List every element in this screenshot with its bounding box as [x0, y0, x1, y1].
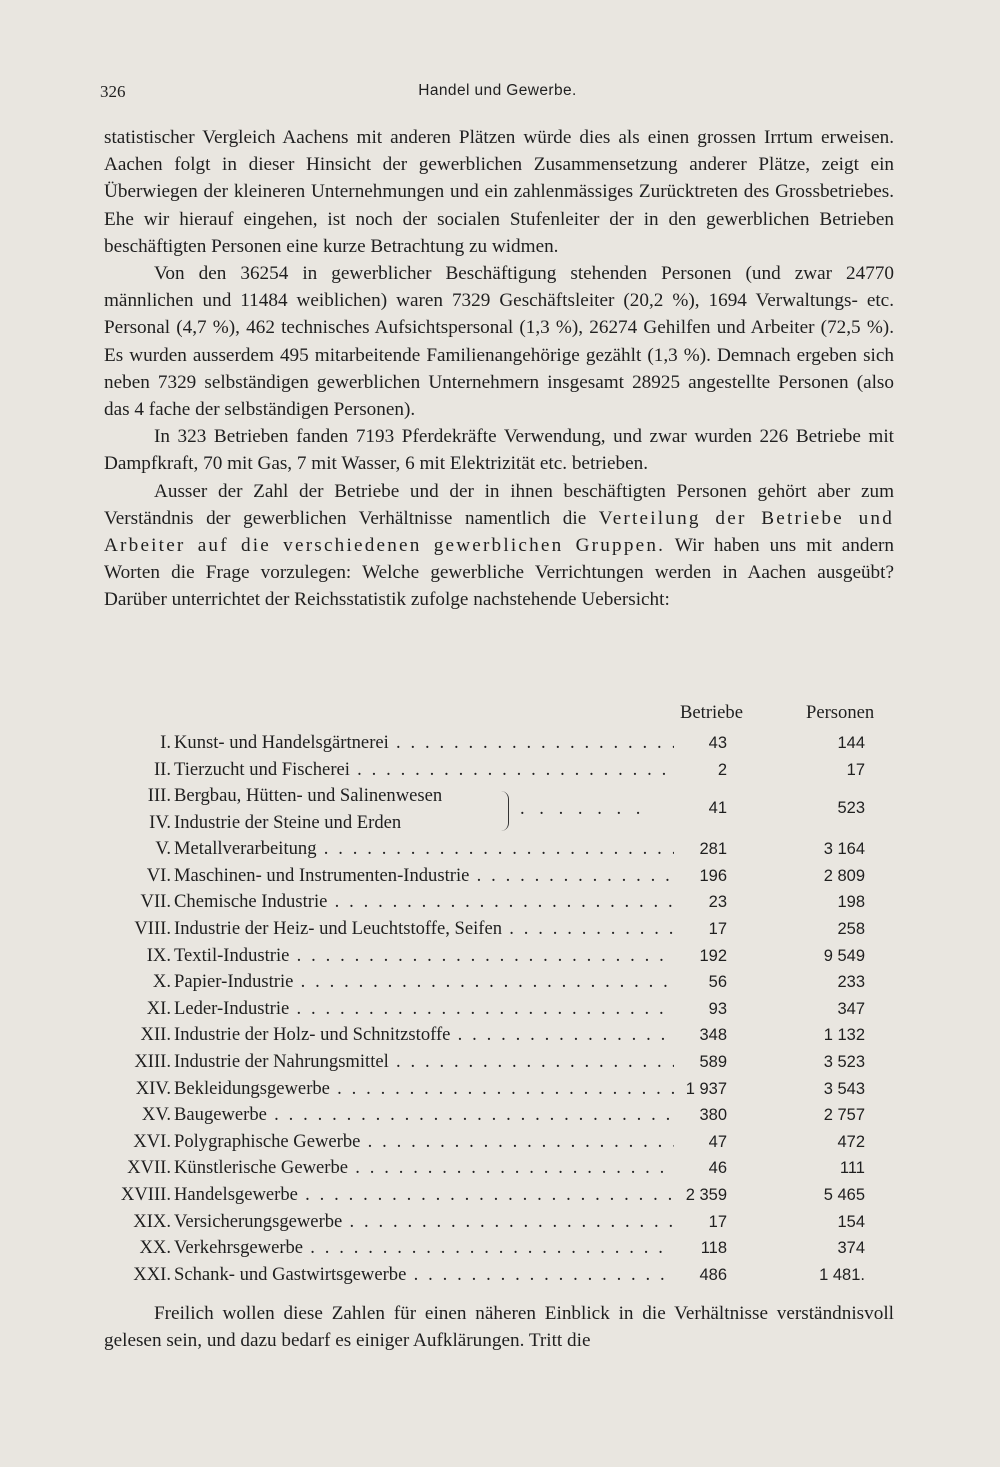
table-row	[100, 998, 895, 1025]
cell-personen: 3 164	[823, 840, 865, 859]
row-label: Leder-Industrie . . .	[174, 998, 674, 1020]
paragraph: statistischer Vergleich Aachens mit anderen Plätzen würde dies als einen grossen Irrtum erweisen. Aachen folgt in dieser Hinsicht der gewerblichen Zusammensetzung anderer Plätze, zeigt ein Überwiegen der kleineren Unternehmungen und ein zahlenmässiges Zurücktreten des Grossbetriebes. Ehe wir hierauf eingehen, ist noch der socialen Stufenleiter der in den gewerblichen Betrieben beschäftigten Personen eine kurze Betrachtung zu widmen.	[104, 127, 894, 257]
row-number: VII.	[140, 891, 171, 913]
cell-personen: 523	[837, 799, 865, 818]
cell-personen: 258	[837, 919, 865, 938]
column-header-betriebe: Betriebe	[680, 702, 743, 723]
cell-betriebe: 47	[708, 1132, 727, 1151]
row-number: XXI.	[133, 1263, 171, 1285]
row-label: Baugewerbe . . .	[174, 1104, 674, 1126]
row-label: Polygraphische Gewerbe . . .	[174, 1131, 674, 1153]
row-label: Industrie der Steine und Erden	[174, 811, 402, 833]
statistics-table	[100, 702, 895, 1290]
table-row	[100, 1078, 895, 1105]
row-label: Papier-Industrie . . .	[174, 971, 674, 993]
table-row	[100, 1237, 895, 1264]
row-label: Bekleidungsgewerbe . . .	[174, 1078, 674, 1100]
cell-betriebe: 46	[708, 1159, 727, 1178]
table-row	[100, 759, 895, 786]
row-label: Industrie der Heiz- und Leuchtstoffe, Seifen . . .	[174, 918, 674, 940]
cell-personen: 144	[837, 734, 865, 752]
cell-betriebe: 281	[699, 840, 727, 859]
cell-personen: 1 481.	[819, 1265, 865, 1284]
cell-personen: 2 757	[823, 1106, 865, 1125]
page-number: 326	[100, 82, 126, 101]
table-row	[100, 865, 895, 892]
table-row	[100, 1184, 895, 1211]
cell-personen: 2 809	[823, 866, 865, 885]
table-row	[100, 1211, 895, 1238]
row-number: X.	[152, 971, 171, 993]
cell-betriebe: 17	[708, 1212, 727, 1231]
row-number: XIV.	[135, 1077, 171, 1099]
row-label: Künstlerische Gewerbe . . .	[174, 1157, 674, 1179]
cell-betriebe: 2	[717, 760, 727, 779]
row-label: Textil-Industrie . . .	[174, 945, 674, 967]
cell-betriebe: 23	[708, 893, 727, 912]
cell-personen: 374	[837, 1239, 865, 1258]
cell-personen: 5 465	[823, 1185, 865, 1204]
table-row	[100, 971, 895, 998]
row-label: Maschinen- und Instrumenten-Industrie . . .	[174, 865, 674, 887]
cell-personen: 347	[837, 999, 865, 1018]
cell-betriebe: 17	[708, 919, 727, 938]
row-number: XVI.	[133, 1130, 171, 1152]
cell-betriebe: 93	[708, 999, 727, 1018]
row-number: XVIII.	[120, 1183, 171, 1205]
row-label: Handelsgewerbe . . .	[174, 1184, 674, 1206]
body-text	[104, 124, 894, 614]
cell-personen: 233	[837, 973, 865, 992]
brace	[498, 791, 509, 831]
table-header	[100, 702, 895, 732]
table-row	[100, 838, 895, 865]
paragraph: Freilich wollen diese Zahlen für einen näheren Einblick in die Verhältnisse verständnisvoll gelesen sein, und dazu bedarf es einiger Aufklärungen. Tritt die	[104, 1303, 894, 1352]
row-label: Industrie der Holz- und Schnitzstoffe . . .	[174, 1024, 674, 1046]
cell-betriebe: 380	[699, 1106, 727, 1125]
paragraph: Von den 36254 in gewerblicher Beschäftigung stehenden Personen (und zwar 24770 männlichen und 11484 weiblichen) waren 7329 Geschäftsleiter (20,2 %), 1694 Verwaltungs- etc. Personal (4,7 %), 462 technisches Aufsichtspersonal (1,3 %), 26274 Gehilfen und Arbeiter (72,5 %). Es wurden ausserdem 495 mitarbeitende Familienangehörige gezählt (1,3 %). Demnach ergeben sich neben 7329 selbständigen gewerblichen Unternehmern insgesamt 28925 angestellte Personen (also das 4 fache der selbständigen Personen).	[104, 263, 894, 421]
row-number: XX.	[139, 1237, 171, 1259]
emphasized-text: Verteilung der Betriebe und Arbeiter auf die verschiedenen gewerblichen Gruppen.	[104, 507, 894, 557]
cell-personen: 1 132	[823, 1026, 865, 1045]
running-title: Handel und Gewerbe.	[418, 82, 577, 99]
table-row	[100, 1264, 895, 1291]
cell-betriebe: 2 359	[685, 1185, 727, 1204]
cell-personen: 3 523	[823, 1052, 865, 1071]
cell-personen: 154	[837, 1212, 865, 1231]
page-header	[100, 82, 895, 112]
closing-text	[104, 1300, 894, 1355]
table-row	[100, 1024, 895, 1051]
paragraph	[104, 478, 894, 614]
paragraph-text: Wir haben uns mit andern Worten die Frage vorzulegen: Welche gewerbliche Verrichtungen werden in Aachen ausgeübt? Darüber unterrichtet der Reichsstatistik zufolge nachstehende Uebersicht:	[104, 535, 894, 611]
cell-personen: 111	[839, 1159, 865, 1178]
row-number: VIII.	[134, 917, 171, 939]
row-number: II.	[153, 758, 171, 780]
cell-personen: 3 543	[823, 1079, 865, 1098]
paragraph-text: Ausser der Zahl der Betriebe und der in ihnen beschäftigten Personen gehört aber zum Verständnis der gewerblichen Verhältnisse namentlich die	[104, 480, 894, 529]
row-number: XIX.	[133, 1210, 171, 1232]
table-row	[100, 1051, 895, 1078]
row-label: Bergbau, Hütten- und Salinenwesen	[174, 785, 443, 807]
table-row	[100, 732, 895, 759]
row-number: XV.	[141, 1104, 171, 1126]
row-number: IX.	[146, 944, 171, 966]
row-number: I.	[160, 732, 171, 753]
cell-betriebe: 41	[708, 799, 727, 818]
row-number: IV.	[149, 811, 171, 833]
row-label: Versicherungsgewerbe . . .	[174, 1211, 674, 1233]
table-row-merged	[100, 785, 895, 838]
table-row	[100, 945, 895, 972]
cell-personen: 472	[837, 1132, 865, 1151]
row-label: Schank- und Gastwirtsgewerbe . . .	[174, 1264, 674, 1286]
row-label: Tierzucht und Fischerei . . .	[174, 759, 674, 781]
cell-betriebe: 118	[700, 1239, 727, 1258]
table-row	[100, 918, 895, 945]
cell-betriebe: 43	[708, 734, 727, 752]
leader-dots: . . . . . . .	[520, 798, 646, 820]
row-number: VI.	[146, 864, 171, 886]
cell-betriebe: 196	[699, 866, 727, 885]
row-label: Kunst- und Handelsgärtnerei . . .	[174, 732, 674, 754]
row-number: XI.	[146, 997, 171, 1019]
cell-betriebe: 56	[708, 973, 727, 992]
cell-betriebe: 1 937	[685, 1079, 727, 1098]
row-number: XVII.	[127, 1157, 171, 1179]
row-label: Metallverarbeitung . . .	[174, 838, 674, 860]
row-number: III.	[147, 785, 171, 807]
cell-betriebe: 348	[699, 1026, 727, 1045]
row-number: V.	[155, 838, 171, 860]
row-label: Industrie der Nahrungsmittel . . .	[174, 1051, 674, 1073]
cell-personen: 17	[846, 760, 865, 779]
row-label: Chemische Industrie . . .	[174, 891, 674, 913]
cell-betriebe: 192	[699, 946, 727, 965]
paragraph: In 323 Betrieben fanden 7193 Pferdekräfte Verwendung, und zwar wurden 226 Betriebe mit Dampfkraft, 70 mit Gas, 7 mit Wasser, 6 mit Elektrizität etc. betrieben.	[104, 426, 894, 475]
table-row	[100, 1104, 895, 1131]
cell-betriebe: 486	[699, 1265, 727, 1284]
row-number: XII.	[140, 1024, 171, 1046]
table-row	[100, 891, 895, 918]
column-header-personen: Personen	[806, 702, 875, 723]
table-row	[100, 1157, 895, 1184]
cell-personen: 9 549	[823, 946, 865, 965]
row-label: Verkehrsgewerbe . . .	[174, 1237, 674, 1259]
table-row	[100, 1131, 895, 1158]
cell-personen: 198	[837, 893, 865, 912]
cell-betriebe: 589	[699, 1052, 727, 1071]
row-number: XIII.	[134, 1050, 171, 1072]
